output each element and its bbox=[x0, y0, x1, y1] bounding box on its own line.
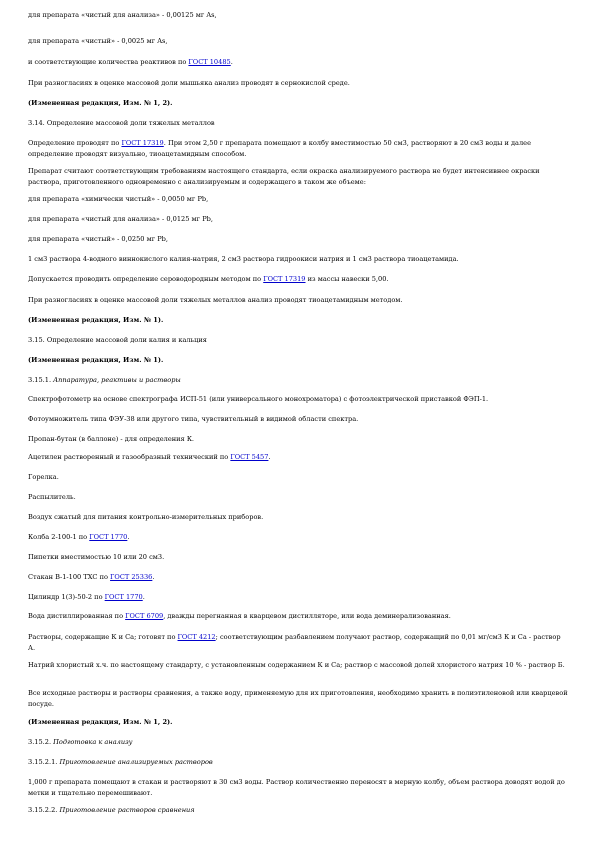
paragraph-text: для препарата «чистый» - 0,0025 мг As, bbox=[28, 37, 168, 45]
paragraph-text: 3.15.2. bbox=[28, 738, 54, 746]
paragraph-text: Воздух сжатый для питания контрольно-измерительных приборов. bbox=[28, 513, 264, 521]
paragraph bbox=[28, 355, 568, 366]
paragraph-text: Определение проводят по bbox=[28, 139, 122, 147]
paragraph bbox=[28, 611, 568, 622]
standard-link[interactable]: ГОСТ 5457 bbox=[230, 453, 269, 461]
paragraph-text: , дважды перегнанная в кварцевом дистилляторе, или вода деминерализованная. bbox=[163, 612, 451, 620]
paragraph-text: для препарата «чистый для анализа» - 0,0125 мг Pb, bbox=[28, 215, 213, 223]
paragraph-text: 3.15.1. bbox=[28, 376, 54, 384]
paragraph-text: Стакан В-1-100 ТХС по bbox=[28, 573, 111, 581]
paragraph bbox=[28, 214, 568, 225]
paragraph-text: Вода дистиллированная по bbox=[28, 612, 126, 620]
paragraph-text: (Измененная редакция, Изм. № 1, 2). bbox=[28, 99, 173, 107]
paragraph bbox=[28, 315, 568, 326]
standard-link[interactable]: ГОСТ 10485 bbox=[188, 58, 231, 66]
paragraph-text: 1,000 г препарата помещают в стакан и растворяют в 30 см3 воды. Раствор количественно переносят в мерную колбу, объем раствора доводят водой до метки и тщательно перемешивают. bbox=[28, 778, 565, 797]
paragraph-text: . bbox=[127, 533, 130, 541]
paragraph-text: (Измененная редакция, Изм. № 1, 2). bbox=[28, 718, 173, 726]
paragraph bbox=[28, 632, 568, 654]
paragraph-text: При разногласиях в оценке массовой доли тяжелых металлов анализ проводят тиоацетамидным методом. bbox=[28, 296, 403, 304]
paragraph-text: Колба 2-100-1 по bbox=[28, 533, 90, 541]
paragraph-text: из массы навески 5,00. bbox=[305, 275, 389, 283]
paragraph-text: Ацетилен растворенный и газообразный технический по bbox=[28, 453, 231, 461]
paragraph-text: Цилиндр 1(3)-50-2 по bbox=[28, 593, 105, 601]
paragraph-text: для препарата «чистый для анализа» - 0,00125 мг As, bbox=[28, 11, 217, 19]
paragraph bbox=[28, 688, 568, 710]
paragraph-text: . bbox=[230, 58, 233, 66]
paragraph-text: ; соответствующим разбавлением получают раствор, содержащий по 0,01 мг/см3 К и Са - раствор А. bbox=[28, 633, 561, 652]
paragraph bbox=[28, 452, 568, 463]
paragraph bbox=[28, 57, 568, 68]
paragraph bbox=[28, 757, 568, 768]
section-subtitle: Приготовление растворов сравнения bbox=[59, 806, 195, 814]
paragraph bbox=[28, 138, 568, 160]
paragraph-text: Препарат считают соответствующим требованиям настоящего стандарта, если окраска анализируемого раствора не будет интенсивнее окраски раствора, приготовленного одновременно с анализируемым и содержащего в таком же объеме: bbox=[28, 167, 540, 186]
paragraph-text: для препарата «чистый» - 0,0250 мг Pb, bbox=[28, 235, 169, 243]
paragraph bbox=[28, 274, 568, 285]
paragraph bbox=[28, 717, 568, 728]
paragraph-text: 3.15.2.2. bbox=[28, 806, 60, 814]
paragraph-text: 3.15. Определение массовой доли калия и кальция bbox=[28, 336, 207, 344]
paragraph bbox=[28, 777, 568, 799]
paragraph-text: для препарата «химически чистый» - 0,0050 мг Pb, bbox=[28, 195, 209, 203]
paragraph bbox=[28, 10, 568, 21]
section-subtitle: Приготовление анализируемых растворов bbox=[59, 758, 213, 766]
paragraph-text: 3.14. Определение массовой доли тяжелых металлов bbox=[28, 119, 215, 127]
paragraph bbox=[28, 512, 568, 523]
paragraph-text: (Измененная редакция, Изм. № 1). bbox=[28, 316, 164, 324]
paragraph bbox=[28, 36, 568, 47]
paragraph bbox=[28, 737, 568, 748]
paragraph-text: Растворы, содержащие К и Са; готовят по bbox=[28, 633, 178, 641]
paragraph-text: Горелка. bbox=[28, 473, 59, 481]
paragraph-text: . bbox=[142, 593, 145, 601]
paragraph-text: . bbox=[268, 453, 271, 461]
paragraph-text: 1 см3 раствора 4-водного виннокислого калия-натрия, 2 см3 раствора гидроокиси натрия и 1 см3 раствора тиоацетамида. bbox=[28, 255, 459, 263]
paragraph-text: Допускается проводить определение сероводородным методом по bbox=[28, 275, 264, 283]
standard-link[interactable]: ГОСТ 17319 bbox=[121, 139, 164, 147]
paragraph bbox=[28, 98, 568, 109]
standard-link[interactable]: ГОСТ 1770 bbox=[89, 533, 128, 541]
paragraph bbox=[28, 492, 568, 503]
paragraph bbox=[28, 434, 568, 445]
paragraph bbox=[28, 118, 568, 129]
section-subtitle: Подготовка к анализу bbox=[53, 738, 133, 746]
standard-link[interactable]: ГОСТ 25336 bbox=[110, 573, 153, 581]
paragraph-text: 3.15.2.1. bbox=[28, 758, 60, 766]
paragraph bbox=[28, 592, 568, 603]
paragraph-text: Распылитель. bbox=[28, 493, 76, 501]
section-subtitle: Аппаратура, реактивы и растворы bbox=[53, 376, 181, 384]
paragraph-text: (Измененная редакция, Изм. № 1). bbox=[28, 356, 164, 364]
standard-link[interactable]: ГОСТ 17319 bbox=[263, 275, 306, 283]
paragraph bbox=[28, 660, 568, 671]
standard-link[interactable]: ГОСТ 6709 bbox=[125, 612, 164, 620]
paragraph bbox=[28, 254, 568, 265]
paragraph bbox=[28, 78, 568, 89]
paragraph-text: . bbox=[152, 573, 155, 581]
paragraph-text: При разногласиях в оценке массовой доли мышьяка анализ проводят в сернокислой среде. bbox=[28, 79, 350, 87]
paragraph bbox=[28, 194, 568, 205]
paragraph bbox=[28, 532, 568, 543]
paragraph-text: Пропан-бутан (в баллоне) - для определения К. bbox=[28, 435, 195, 443]
paragraph bbox=[28, 375, 568, 386]
standard-link[interactable]: ГОСТ 1770 bbox=[104, 593, 143, 601]
paragraph bbox=[28, 234, 568, 245]
paragraph-text: Натрий хлористый х.ч. по настоящему стандарту, с установленным содержанием К и Са; раствор с массовой долей хлористого натрия 10 % - раствор Б. bbox=[28, 661, 565, 669]
paragraph bbox=[28, 394, 568, 405]
paragraph bbox=[28, 335, 568, 346]
paragraph bbox=[28, 166, 568, 188]
paragraph-text: и соответствующие количества реактивов по bbox=[28, 58, 189, 66]
paragraph-text: Пипетки вместимостью 10 или 20 см3. bbox=[28, 553, 165, 561]
standard-link[interactable]: ГОСТ 4212 bbox=[177, 633, 216, 641]
paragraph bbox=[28, 805, 568, 816]
paragraph bbox=[28, 472, 568, 483]
paragraph bbox=[28, 414, 568, 425]
paragraph bbox=[28, 295, 568, 306]
paragraph-text: Спектрофотометр на основе спектрографа ИСП-51 (или универсального монохроматора) с фотоэлектрической приставкой ФЭП-1. bbox=[28, 395, 489, 403]
paragraph-text: Фотоумножитель типа ФЭУ-38 или другого типа, чувствительный в видимой области спектра. bbox=[28, 415, 359, 423]
paragraph-text: . При этом 2,50 г препарата помещают в колбу вместимостью 50 см3, растворяют в 20 см3 воды и далее определение проводят визуально, тиоацетамидным способом. bbox=[28, 139, 531, 158]
paragraph bbox=[28, 552, 568, 563]
paragraph bbox=[28, 572, 568, 583]
paragraph-text: Все исходные растворы и растворы сравнения, а также воду, применяемую для их приготовления, необходимо хранить в полиэтиленовой или кварцевой посуде. bbox=[28, 689, 568, 708]
